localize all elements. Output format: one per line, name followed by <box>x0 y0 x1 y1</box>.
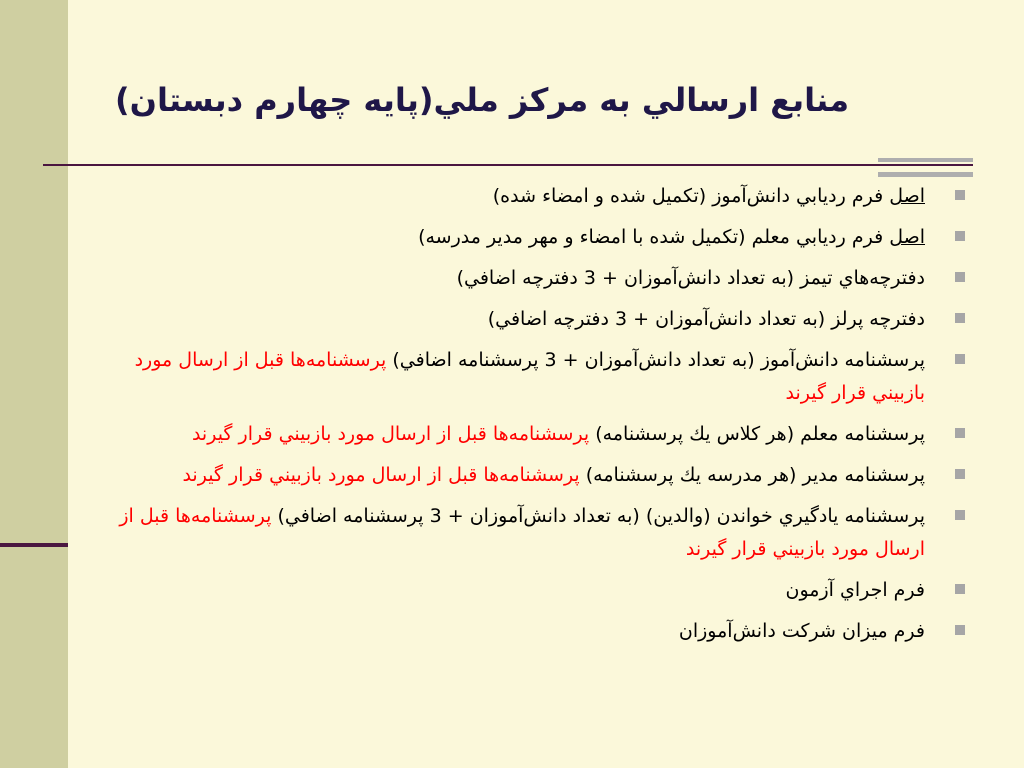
item-underline: اصل <box>889 226 925 248</box>
title-rule <box>43 164 973 166</box>
item-text: پرسشنامه يادگيري خواندن (والدين) (به تعداد دانش‌آموزان + 3 پرسشنامه اضافي) <box>271 505 925 527</box>
square-bullet-icon <box>955 428 965 438</box>
square-bullet-icon <box>955 272 965 282</box>
item-note: پرسشنامه‌ها قبل از ارسال مورد بازبيني قرار گيرند <box>134 349 925 404</box>
item-text: فرم رديابي معلم (تكميل شده با امضاء و مهر مدير مدرسه) <box>418 226 890 248</box>
item-text: فرم رديابي دانش‌آموز (تكميل شده و امضاء شده) <box>492 185 890 207</box>
list-item <box>95 221 965 254</box>
item-text: فرم اجراي آزمون <box>785 579 925 601</box>
list-item <box>95 262 965 295</box>
square-bullet-icon <box>955 354 965 364</box>
square-bullet-icon <box>955 231 965 241</box>
item-text: پرسشنامه دانش‌آموز (به تعداد دانش‌آموزان + 3 پرسشنامه اضافي) <box>386 349 925 371</box>
slide-title: منابع ارسالي به مركز ملي(پايه چهارم دبستان) <box>115 81 849 119</box>
list-item <box>95 574 965 607</box>
item-text: پرسشنامه مدير (هر مدرسه يك پرسشنامه) <box>579 464 925 486</box>
item-text: دفترچه‌هاي تيمز (به تعداد دانش‌آموزان + 3 دفترچه اضافي) <box>456 267 925 289</box>
bullet-list <box>95 180 965 656</box>
title-rule-gray-top <box>878 158 973 162</box>
item-note: پرسشنامه‌ها قبل از ارسال مورد بازبيني قرار گيرند <box>191 423 590 445</box>
left-decorative-band <box>0 0 68 768</box>
list-item <box>95 180 965 213</box>
item-text: فرم ميزان شركت دانش‌آموزان <box>678 620 925 642</box>
list-item <box>95 344 965 410</box>
item-text: پرسشنامه معلم (هر كلاس يك پرسشنامه) <box>589 423 925 445</box>
item-text: دفترچه پرلز (به تعداد دانش‌آموزان + 3 دفترچه اضافي) <box>487 308 925 330</box>
square-bullet-icon <box>955 625 965 635</box>
square-bullet-icon <box>955 190 965 200</box>
item-note: پرسشنامه‌ها قبل از ارسال مورد بازبيني قرار گيرند <box>182 464 580 486</box>
title-rule-gray-bottom <box>878 172 973 177</box>
square-bullet-icon <box>955 510 965 520</box>
square-bullet-icon <box>955 313 965 323</box>
list-item <box>95 500 965 566</box>
item-underline: اصل <box>889 185 925 207</box>
list-item <box>95 459 965 492</box>
square-bullet-icon <box>955 584 965 594</box>
list-item <box>95 418 965 451</box>
left-accent-line <box>0 543 68 547</box>
list-item <box>95 303 965 336</box>
square-bullet-icon <box>955 469 965 479</box>
list-item <box>95 615 965 648</box>
item-note: پرسشنامه‌ها قبل از ارسال مورد بازبيني قرار گيرند <box>119 505 925 560</box>
